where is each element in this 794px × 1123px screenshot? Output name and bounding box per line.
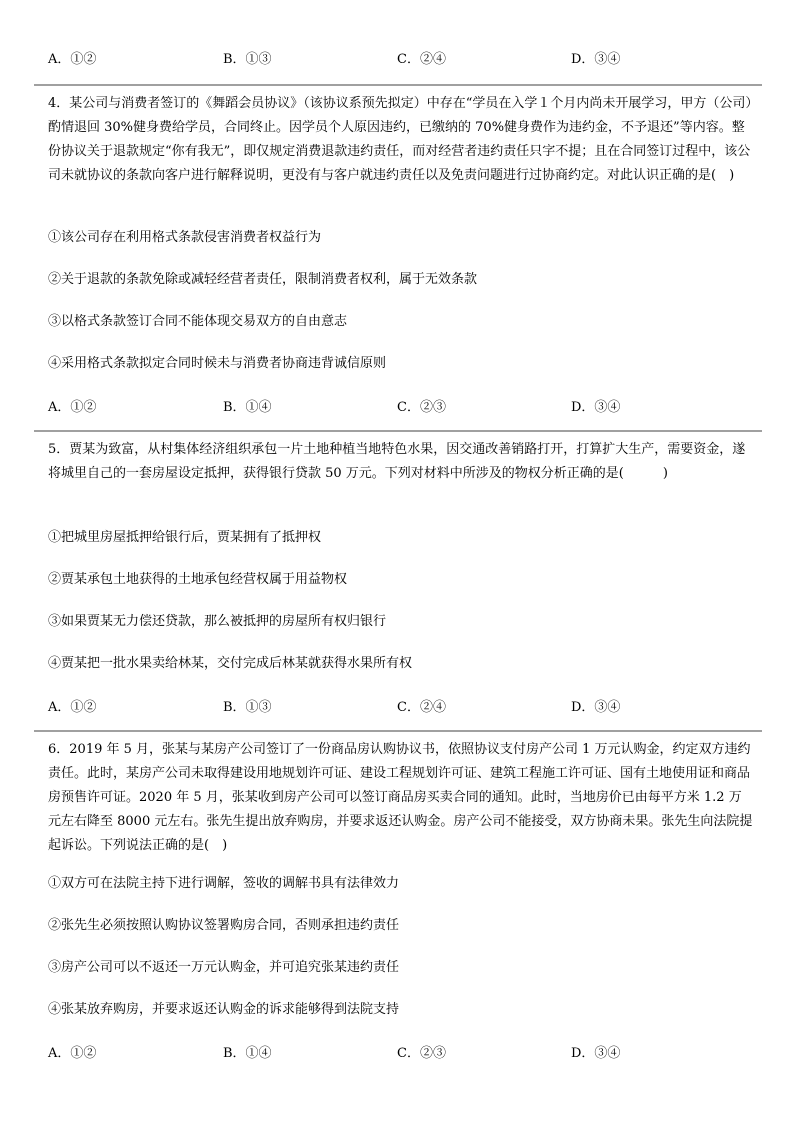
q6-statement-4: ④张某放弃购房，并要求返还认购金的诉求能够得到法院支持 bbox=[48, 1002, 400, 1017]
q4-statement-2: ②关于退款的条款免除或减轻经营者责任，限制消费者权利，属于无效条款 bbox=[48, 272, 478, 287]
q5-statement-3: ③如果贾某无力偿还贷款，那么被抵押的房屋所有权归银行 bbox=[48, 614, 387, 629]
q5-statement-1: ①把城里房屋抵押给银行后，贾某拥有了抵押权 bbox=[48, 530, 322, 545]
q4-stem: 4．某公司与消费者签订的《舞蹈会员协议》（该协议系预先拟定）中存在“学员在入学１个月内尚未开展学习，甲方（公司）酌情退回 30%健身费给学员，合同终止。因学员个人原因违约，已缴纳的 70%健身费作为违约金，不予退还”等内容。整份协议关于退款规定“你有我无”，即仅规定消费退款违约责任，而对经营者违约责任只字不提；且在合同签订过程中，该公司未就协议的条款向客户进行解释说明，更没有与客户就违约责任以及免责问题进行过协商约定。对此认识正确的是( ) bbox=[48, 96, 752, 183]
q3-options bbox=[48, 48, 748, 68]
q6-stem: 6．2019 年 5 月，张某与某房产公司签订了一份商品房认购协议书，依照协议支付房产公司 1 万元认购金，约定双方违约责任。此时，某房产公司未取得建设用地规划许可证、建设工程规划许可证、建筑工程施工许可证、国有土地使用证和商品房预售许可证。2020 年 5 月，张某收到房产公司可以签订商品房买卖合同的通知。此时，当地房价已由每平方米 1.2 万元左右降至 8000 元左右。张先生提出放弃购房，并要求返还认购金。房产公司不能接受，双方协商未果。张先生向法院提起诉讼。下列说法正确的是( ) bbox=[48, 742, 753, 853]
q4-option-d: D．③④ bbox=[571, 400, 621, 415]
q4-statement-1: ①该公司存在利用格式条款侵害消费者权益行为 bbox=[48, 230, 322, 245]
q3-option-d: D．③④ bbox=[571, 52, 621, 67]
q3-option-a: A．①② bbox=[48, 52, 97, 67]
divider bbox=[34, 84, 762, 86]
q5-option-d: D．③④ bbox=[571, 700, 621, 715]
q4-options bbox=[48, 396, 748, 416]
q4-statement-3: ③以格式条款签订合同不能体现交易双方的自由意志 bbox=[48, 314, 348, 329]
q6-options bbox=[48, 1042, 748, 1062]
q5-statement-2: ②贾某承包土地获得的土地承包经营权属于用益物权 bbox=[48, 572, 348, 587]
q6-option-c: C．②③ bbox=[397, 1046, 446, 1061]
q6-option-d: D．③④ bbox=[571, 1046, 621, 1061]
q6-statement-3: ③房产公司可以不返还一万元认购金，并可追究张某违约责任 bbox=[48, 960, 400, 975]
q5-statement-4: ④贾某把一批水果卖给林某，交付完成后林某就获得水果所有权 bbox=[48, 656, 413, 671]
q5-options bbox=[48, 696, 748, 716]
q4-option-c: C．②③ bbox=[397, 400, 446, 415]
q3-option-b: B．①③ bbox=[223, 52, 272, 67]
divider bbox=[34, 430, 762, 432]
q4-statement-4: ④采用格式条款拟定合同时候未与消费者协商违背诚信原则 bbox=[48, 356, 387, 371]
q3-option-c: C．②④ bbox=[397, 52, 446, 67]
q6-statement-1: ①双方可在法院主持下进行调解，签收的调解书具有法律效力 bbox=[48, 876, 400, 891]
q5-stem: 5．贾某为致富，从村集体经济组织承包一片土地种植当地特色水果，因交通改善销路打开，打算扩大生产，需要资金，遂将城里自己的一套房屋设定抵押，获得银行贷款 50 万元。下列对材料中所涉及的物权分析正确的是( ) bbox=[48, 442, 746, 481]
q4-option-a: A．①② bbox=[48, 400, 97, 415]
q5-option-a: A．①② bbox=[48, 700, 97, 715]
divider bbox=[34, 730, 762, 732]
q6-statement-2: ②张先生必须按照认购协议签署购房合同，否则承担违约责任 bbox=[48, 918, 400, 933]
q5-option-b: B．①③ bbox=[223, 700, 272, 715]
q4-option-b: B．①④ bbox=[223, 400, 272, 415]
q5-option-c: C．②④ bbox=[397, 700, 446, 715]
q6-option-b: B．①④ bbox=[223, 1046, 272, 1061]
q6-option-a: A．①② bbox=[48, 1046, 97, 1061]
